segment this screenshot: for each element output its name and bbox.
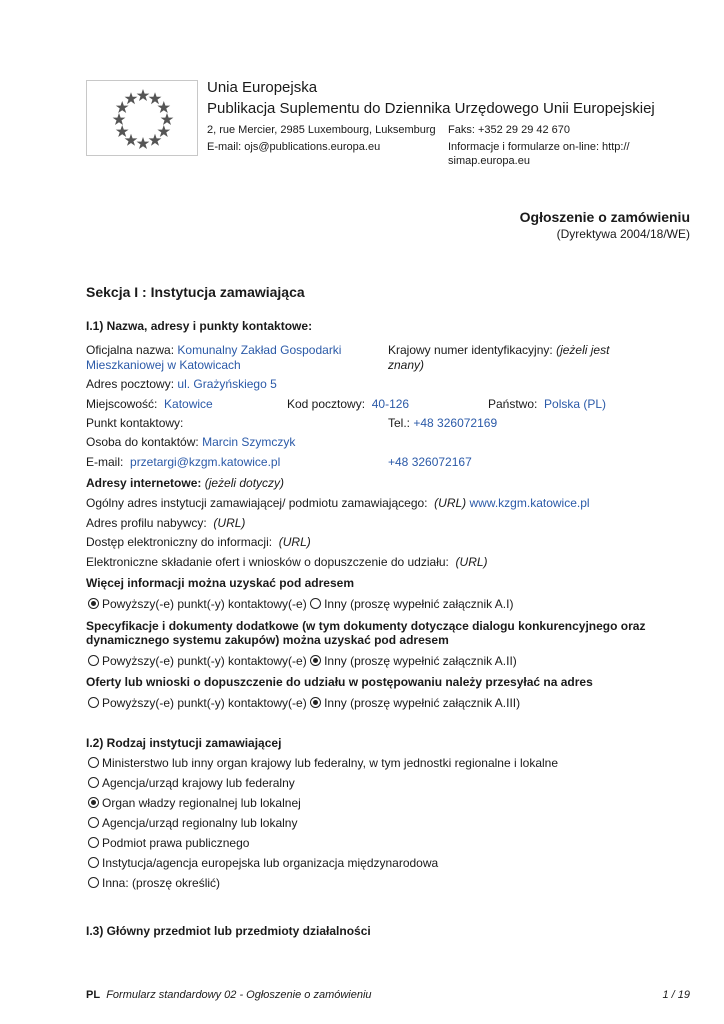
country-value: Polska (PL) — [544, 397, 607, 411]
i2-options — [88, 756, 558, 896]
specs-heading-1: Specyfikacje i dokumenty dodatkowe (w tym dokumenty dotyczące dialogu konkurencyjnego oraz — [86, 619, 646, 633]
i2-option-label: Instytucja/agencja europejska lub organizacja międzynarodowa — [102, 856, 439, 870]
attention-row — [86, 435, 295, 449]
internet-note: (jeżeli dotyczy) — [204, 476, 285, 490]
radio-more-info-other[interactable] — [310, 598, 321, 609]
official-name-value-2: Mieszkaniowej w Katowicach — [86, 358, 241, 372]
i2-option — [88, 776, 558, 796]
i2-option — [88, 836, 558, 856]
postal-value: ul. Grażyńskiego 5 — [177, 377, 277, 391]
specs-heading-2: dynamicznego systemu zakupów) można uzyskać pod adresem — [86, 633, 449, 647]
specs-opt1: Powyższy(-e) punkt(-y) kontaktowy(-e) — [102, 654, 307, 668]
attention-value: Marcin Szymczyk — [202, 435, 296, 449]
postcode-row — [287, 397, 409, 411]
radio-specs-other[interactable] — [310, 655, 321, 666]
country-row — [488, 397, 606, 411]
more-info-heading: Więcej informacji można uzyskać pod adresem — [86, 576, 354, 590]
national-id-row — [388, 343, 609, 357]
email-label: E-mail: — [86, 455, 124, 469]
general-url-value[interactable]: www.kzgm.katowice.pl — [469, 496, 590, 510]
contact-point-label: Punkt kontaktowy: — [86, 416, 184, 430]
buyer-profile-url-tag: (URL) — [213, 516, 246, 530]
postcode-label: Kod pocztowy: — [287, 397, 366, 411]
offers-options — [88, 696, 520, 710]
section-heading: Sekcja I : Instytucja zamawiająca — [86, 284, 305, 300]
offers-opt2: Inny (proszę wypełnić załącznik A.III) — [324, 696, 521, 710]
tel-row — [388, 416, 497, 430]
country-label: Państwo: — [488, 397, 538, 411]
footer-left — [86, 989, 372, 1001]
general-url-label: Ogólny adres instytucji zamawiającej/ podmiotu zamawiającego: — [86, 496, 428, 510]
electronic-access-url-tag: (URL) — [278, 535, 311, 549]
radio-more-info-above[interactable] — [88, 598, 99, 609]
eu-stars-icon — [87, 81, 199, 157]
attention-label: Osoba do kontaktów: — [86, 435, 199, 449]
email-row — [86, 455, 280, 469]
electronic-access-label: Dostęp elektroniczny do informacji: — [86, 535, 273, 549]
internet-row — [86, 476, 284, 490]
footer-form: Formularz standardowy 02 - Ogłoszenie o zamówieniu — [106, 989, 372, 1001]
i1-heading: I.1) Nazwa, adresy i punkty kontaktowe: — [86, 319, 313, 333]
i2-option-label: Organ władzy regionalnej lub lokalnej — [102, 796, 301, 810]
national-id-note-2: znany) — [388, 358, 425, 372]
header-org: Unia Europejska — [207, 79, 318, 96]
tel-value: +48 326072169 — [413, 416, 498, 430]
national-id-note-1: (jeżeli jest — [556, 343, 610, 357]
postcode-value: 40-126 — [371, 397, 410, 411]
tel-label: Tel.: — [388, 416, 411, 430]
general-url-tag: (URL) — [434, 496, 467, 510]
i2-option-label: Agencja/urząd krajowy lub federalny — [102, 776, 295, 790]
more-info-options — [88, 597, 513, 611]
i2-option — [88, 816, 558, 836]
official-name-row — [86, 343, 341, 357]
i2-option-label: Ministerstwo lub inny organ krajowy lub federalny, w tym jednostki regionalne i lokalne — [102, 756, 558, 770]
postal-label: Adres pocztowy: — [86, 377, 175, 391]
radio-i2-4[interactable] — [88, 837, 99, 848]
notice-title: Ogłoszenie o zamówieniu — [519, 209, 690, 225]
radio-offers-other[interactable] — [310, 697, 321, 708]
header-fax: Faks: +352 29 29 42 670 — [448, 124, 571, 136]
header-email: E-mail: ojs@publications.europa.eu — [207, 141, 381, 153]
town-value: Katowice — [164, 397, 213, 411]
specs-opt2: Inny (proszę wypełnić załącznik A.II) — [324, 654, 517, 668]
radio-i2-1[interactable] — [88, 777, 99, 788]
electronic-access-row — [86, 535, 311, 549]
i2-option — [88, 796, 558, 816]
buyer-profile-label: Adres profilu nabywcy: — [86, 516, 207, 530]
i2-option-label: Inna: (proszę określić) — [102, 876, 221, 890]
header-address: 2, rue Mercier, 2985 Luxembourg, Luksemburg — [207, 124, 436, 136]
email-value[interactable]: przetargi@kzgm.katowice.pl — [130, 455, 281, 469]
radio-i2-0[interactable] — [88, 757, 99, 768]
footer-page: 1 / 19 — [662, 989, 690, 1001]
more-info-opt1: Powyższy(-e) punkt(-y) kontaktowy(-e) — [102, 597, 307, 611]
electronic-submission-url-tag: (URL) — [455, 555, 488, 569]
postal-row — [86, 377, 277, 391]
specs-options — [88, 654, 517, 668]
official-name-value-1: Komunalny Zakład Gospodarki — [177, 343, 342, 357]
offers-opt1: Powyższy(-e) punkt(-y) kontaktowy(-e) — [102, 696, 307, 710]
radio-specs-above[interactable] — [88, 655, 99, 666]
i2-option-label: Podmiot prawa publicznego — [102, 836, 250, 850]
notice-directive: (Dyrektywa 2004/18/WE) — [556, 227, 690, 241]
official-name-label: Oficjalna nazwa: — [86, 343, 175, 357]
header-online-line2: simap.europa.eu — [448, 155, 530, 167]
radio-i2-3[interactable] — [88, 817, 99, 828]
national-id-label: Krajowy numer identyfikacyjny: — [388, 343, 553, 357]
i2-option-label: Agencja/urząd regionalny lub lokalny — [102, 816, 298, 830]
radio-i2-2[interactable] — [88, 797, 99, 808]
header-online-line1: Informacje i formularze on-line: http:// — [448, 141, 630, 153]
town-row — [86, 397, 213, 411]
electronic-submission-label: Elektroniczne składanie ofert i wniosków o dopuszczenie do udziału: — [86, 555, 449, 569]
more-info-opt2: Inny (proszę wypełnić załącznik A.I) — [324, 597, 514, 611]
eu-logo — [86, 80, 198, 156]
i2-option — [88, 756, 558, 776]
fax-value: +48 326072167 — [388, 455, 472, 469]
i2-option — [88, 856, 558, 876]
header-publication: Publikacja Suplementu do Dziennika Urzędowego Unii Europejskiej — [207, 100, 655, 117]
radio-offers-above[interactable] — [88, 697, 99, 708]
radio-i2-5[interactable] — [88, 857, 99, 868]
i2-option — [88, 876, 558, 896]
internet-label: Adresy internetowe: — [86, 476, 202, 490]
radio-i2-6[interactable] — [88, 877, 99, 888]
electronic-submission-row — [86, 555, 488, 569]
footer-lang: PL — [86, 989, 101, 1001]
i2-heading: I.2) Rodzaj instytucji zamawiającej — [86, 736, 282, 750]
buyer-profile-row — [86, 516, 245, 530]
i3-heading: I.3) Główny przedmiot lub przedmioty działalności — [86, 924, 371, 938]
offers-heading: Oferty lub wnioski o dopuszczenie do udziału w postępowaniu należy przesyłać na adres — [86, 675, 593, 689]
town-label: Miejscowość: — [86, 397, 158, 411]
general-url-row — [86, 496, 590, 510]
